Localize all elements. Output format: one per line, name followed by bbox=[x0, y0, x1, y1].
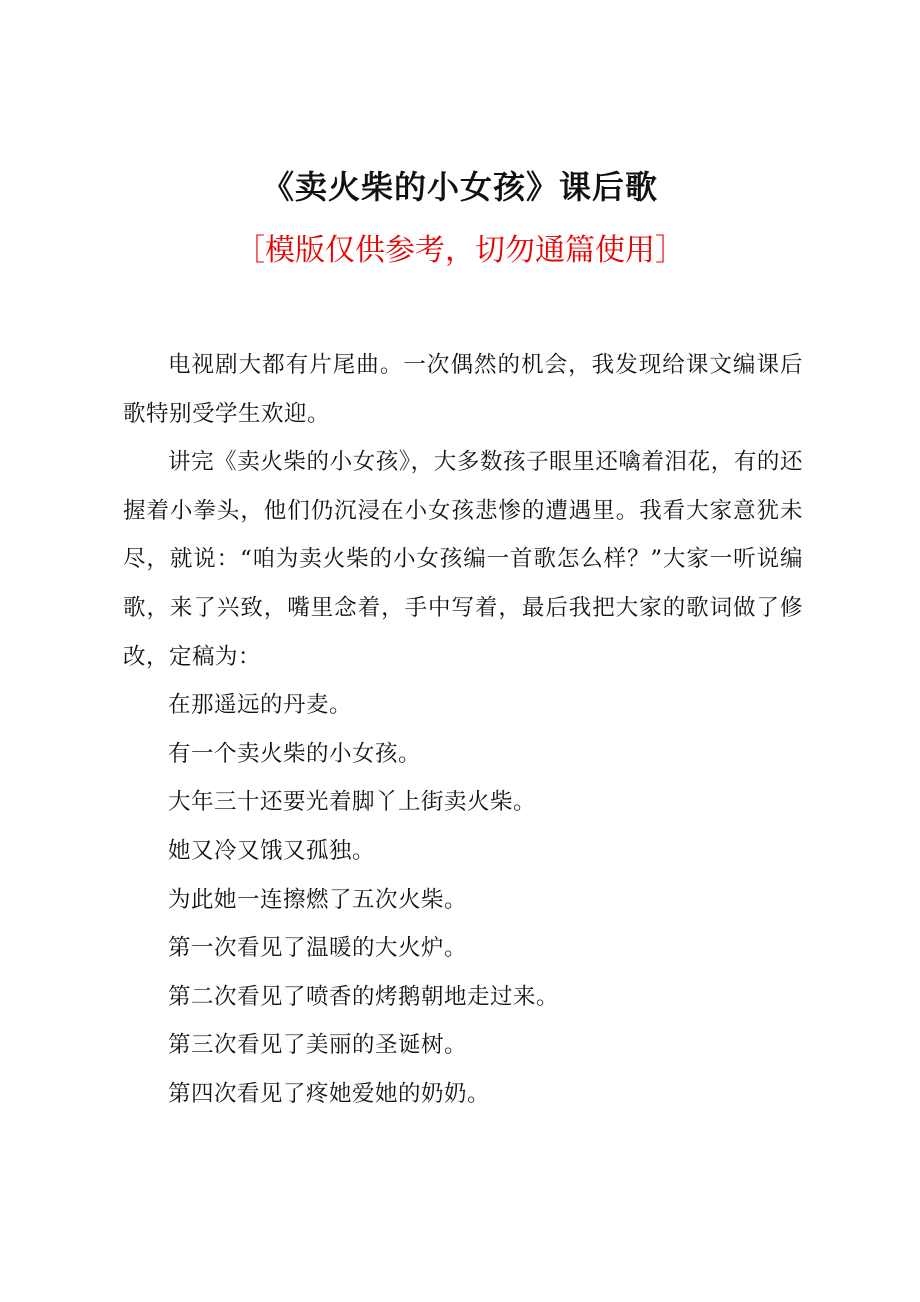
template-notice: ［模版仅供参考，切勿通篇使用］ bbox=[235, 233, 685, 268]
song-line: 有一个卖火柴的小女孩。 bbox=[168, 740, 422, 767]
intro-paragraph: 电视剧大都有片尾曲。一次偶然的机会，我发现给课文编课后歌特别受学生欢迎。 bbox=[123, 352, 803, 427]
song-line: 第二次看见了喷香的烤鹅朝地走过来。 bbox=[168, 983, 560, 1010]
song-line: 第三次看见了美丽的圣诞树。 bbox=[168, 1032, 468, 1059]
song-line: 大年三十还要光着脚丫上街卖火柴。 bbox=[168, 789, 537, 816]
song-line: 在那遥远的丹麦。 bbox=[168, 692, 353, 719]
song-line: 她又冷又饿又孤独。 bbox=[168, 837, 376, 864]
song-line: 第四次看见了疼她爱她的奶奶。 bbox=[168, 1080, 491, 1107]
document-body bbox=[123, 341, 803, 1119]
document-title: 《卖火柴的小女孩》课后歌 bbox=[261, 168, 658, 206]
song-line: 第一次看见了温暖的大火炉。 bbox=[168, 935, 468, 962]
story-paragraph: 讲完《卖火柴的小女孩》，大多数孩子眼里还噙着泪花，有的还握着小拳头，他们仍沉浸在小女孩悲惨的遭遇里。我看大家意犹未尽，就说：“咱为卖火柴的小女孩编一首歌怎么样？”大家一听说编歌，来了兴致，嘴里念着，手中写着，最后我把大家的歌词做了修改，定稿为： bbox=[123, 449, 803, 670]
song-line: 为此她一连擦燃了五次火柴。 bbox=[168, 886, 468, 913]
